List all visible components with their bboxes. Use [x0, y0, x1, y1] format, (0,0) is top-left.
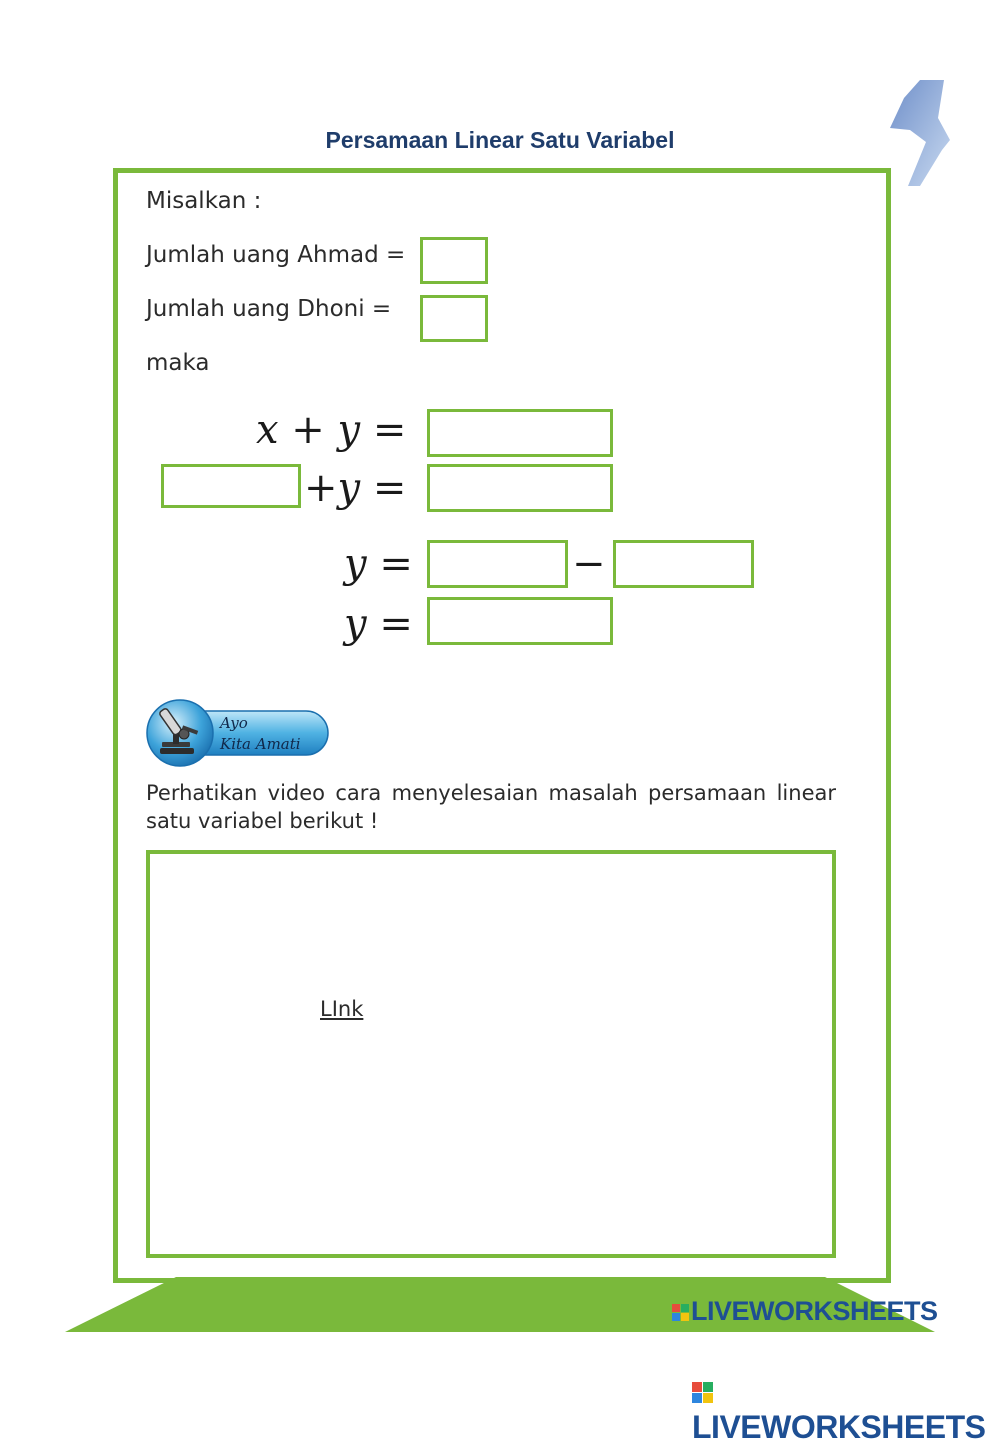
equals-sign: =: [379, 541, 413, 587]
plus-sign: +: [291, 407, 325, 453]
equation-4: [344, 601, 413, 647]
video-container: [146, 850, 836, 1258]
equation-3: [344, 541, 413, 587]
brand-mark-icon: [672, 1304, 689, 1321]
var-y: y: [337, 465, 361, 511]
equals-sign: =: [379, 601, 413, 647]
dhoni-answer-input[interactable]: [420, 295, 488, 342]
instruction-text: Perhatikan video cara menyelesaian masalah persamaan linear satu variabel berikut !: [146, 781, 836, 833]
badge-line-2: Kita Amati: [220, 735, 301, 753]
ayo-kita-amati-badge: [146, 698, 332, 768]
equation-1: [256, 407, 407, 453]
eq2-rhs-input[interactable]: [427, 464, 613, 512]
eq3-first-input[interactable]: [427, 540, 568, 588]
var-y: y: [344, 541, 367, 587]
maka-label: maka: [146, 350, 210, 376]
var-y: y: [337, 407, 361, 453]
page-title: Persamaan Linear Satu Variabel: [325, 127, 675, 153]
var-y: y: [344, 601, 367, 647]
eq2-lhs-input[interactable]: [161, 464, 301, 508]
eq3-second-input[interactable]: [613, 540, 754, 588]
equation-2: [304, 465, 407, 511]
var-x: x: [256, 407, 279, 453]
equals-sign: =: [372, 465, 407, 511]
plus-sign: +: [304, 465, 338, 511]
liveworksheets-logo-bottom[interactable]: [692, 1372, 1000, 1446]
eq4-rhs-input[interactable]: [427, 597, 613, 645]
badge-line-1: Ayo: [220, 714, 248, 732]
ahmad-label: Jumlah uang Ahmad =: [146, 242, 406, 268]
brand-name: LIVEWORKSHEETS: [692, 1409, 986, 1445]
minus-sign: −: [572, 541, 606, 587]
ahmad-answer-input[interactable]: [420, 237, 488, 284]
brand-mark-icon: [692, 1382, 713, 1403]
misalkan-label: Misalkan :: [146, 188, 262, 214]
equals-sign: =: [372, 407, 407, 453]
video-link[interactable]: LInk: [320, 997, 364, 1021]
brand-name: LIVEWORKSHEETS: [691, 1296, 938, 1326]
liveworksheets-logo-footer: [672, 1296, 938, 1327]
eq1-rhs-input[interactable]: [427, 409, 613, 457]
dhoni-label: Jumlah uang Dhoni =: [146, 296, 392, 322]
